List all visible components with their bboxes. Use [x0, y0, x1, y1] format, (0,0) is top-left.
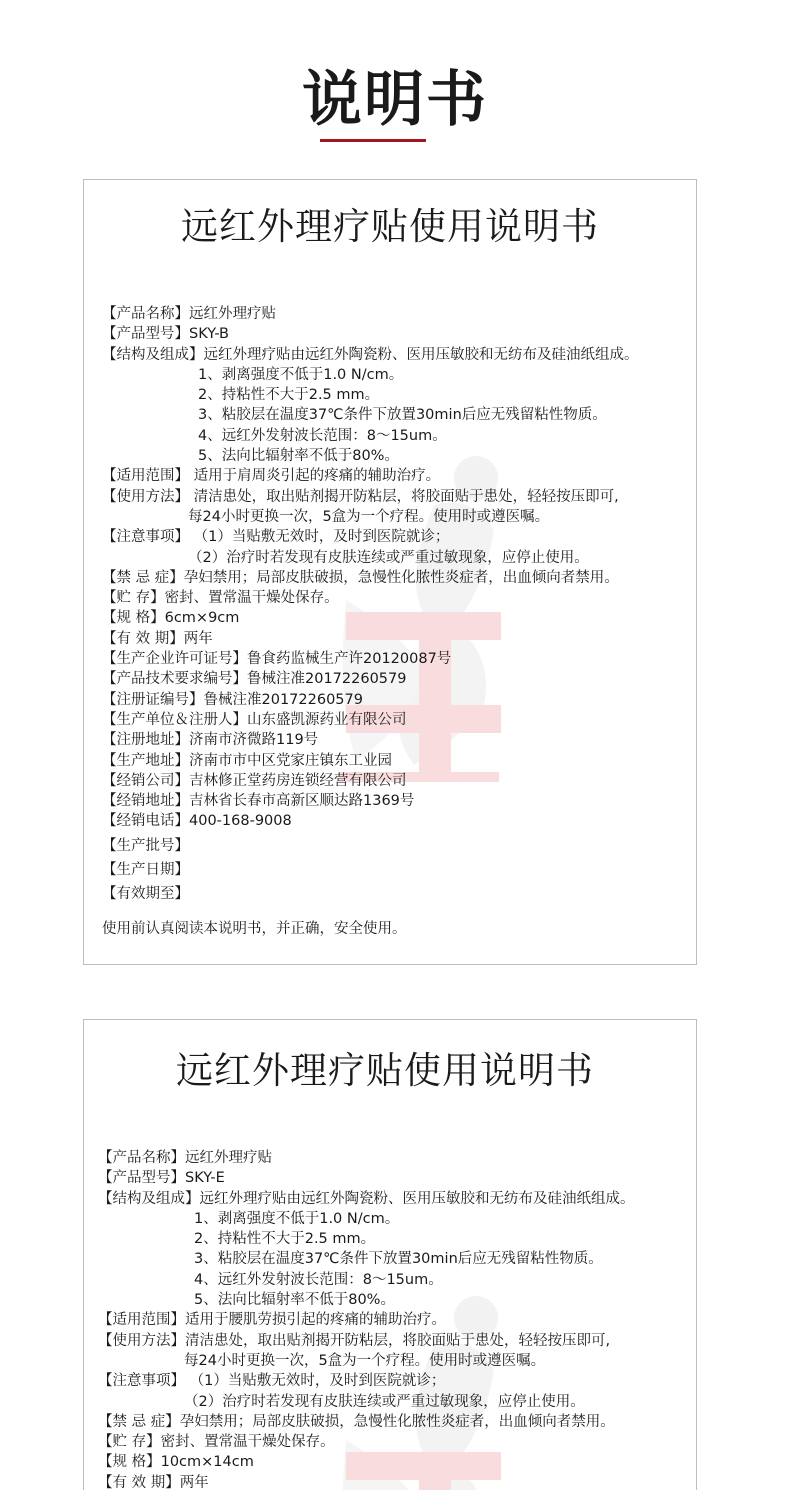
- spec-item: 3、粘胶层在温度37℃条件下放置30min后应无残留粘性物质。: [194, 1251, 603, 1268]
- field-storage: 【贮 存】密封、置常温干燥处保存。: [98, 1434, 335, 1451]
- card-title: 远红外理疗贴使用说明书: [181, 205, 599, 248]
- field-prod-address: 【生产地址】济南市市中区党家庄镇东工业园: [102, 752, 392, 769]
- page-title: 说明书: [302, 65, 488, 135]
- field-dist-address: 【经销地址】吉林省长春市高新区顺达路1369号: [102, 793, 415, 810]
- field-precautions: 【注意事项】 （1）当贴敷无效时，及时到医院就诊；: [98, 1373, 446, 1390]
- field-indication: 【适用范围】 适用于肩周炎引起的疼痛的辅助治疗。: [102, 468, 441, 485]
- spec-item: 3、粘胶层在温度37℃条件下放置30min后应无残留粘性物质。: [198, 407, 607, 424]
- field-dist-phone: 【经销电话】400-168-9008: [102, 813, 292, 830]
- field-validity: 【有 效 期】两年: [102, 630, 213, 647]
- field-model: 【产品型号】SKY-B: [102, 326, 229, 343]
- field-indication: 【适用范围】适用于腰肌劳损引起的疼痛的辅助治疗。: [98, 1312, 446, 1329]
- field-usage-cont: 每24小时更换一次，5盒为一个疗程。使用时或遵医嘱。: [188, 508, 550, 525]
- field-contraindications: 【禁 忌 症】孕妇禁用；局部皮肤破损，急慢性化脓性炎症者，出血倾向者禁用。: [102, 569, 619, 586]
- footer-note: 使用前认真阅读本说明书，并正确，安全使用。: [102, 920, 407, 937]
- field-usage-cont: 每24小时更换一次，5盒为一个疗程。使用时或遵医嘱。: [184, 1352, 546, 1369]
- field-distributor: 【经销公司】吉林修正堂药房连锁经营有限公司: [102, 772, 407, 789]
- title-underline: [320, 139, 426, 142]
- field-usage: 【使用方法】清洁患处，取出贴剂揭开防粘层，将胶面贴于患处，轻轻按压即可,: [98, 1332, 611, 1349]
- spec-item: 4、远红外发射波长范围：8～15um。: [194, 1271, 443, 1288]
- spec-item: 1、剥离强度不低于1.0 N/cm。: [194, 1210, 400, 1227]
- field-prod-date: 【生产日期】: [102, 862, 189, 879]
- field-batch: 【生产批号】: [102, 837, 189, 854]
- field-manufacturer: 【生产单位＆注册人】山东盛凯源药业有限公司: [102, 711, 407, 728]
- spec-item: 5、法向比辐射率不低于80%。: [194, 1292, 395, 1309]
- field-spec: 【规 格】10cm×14cm: [98, 1454, 254, 1471]
- spec-item: 1、剥离强度不低于1.0 N/cm。: [198, 366, 404, 383]
- spec-item: 2、持粘性不大于2.5 mm。: [194, 1231, 376, 1248]
- spec-item: 5、法向比辐射率不低于80%。: [198, 448, 399, 465]
- field-tech-req: 【产品技术要求编号】鲁械注准20172260579: [102, 671, 407, 688]
- field-precautions-cont: （2）治疗时若发现有皮肤连续或严重过敏现象，应停止使用。: [184, 1393, 585, 1410]
- spec-item: 2、持粘性不大于2.5 mm。: [198, 387, 380, 404]
- field-usage: 【使用方法】 清洁患处，取出贴剂揭开防粘层，将胶面贴于患处，轻轻按压即可,: [102, 488, 619, 505]
- field-validity: 【有 效 期】两年: [98, 1474, 209, 1490]
- field-reg-address: 【注册地址】济南市济微路119号: [102, 732, 319, 749]
- card-body: [98, 1148, 690, 1490]
- field-registration: 【注册证编号】鲁械注准20172260579: [102, 691, 363, 708]
- field-precautions: 【注意事项】 （1）当贴敷无效时，及时到医院就诊；: [102, 529, 450, 546]
- card-body: [102, 304, 690, 939]
- field-contraindications: 【禁 忌 症】孕妇禁用；局部皮肤破损，急慢性化脓性炎症者，出血倾向者禁用。: [98, 1413, 615, 1430]
- field-expiry: 【有效期至】: [102, 886, 189, 903]
- instruction-card-sky-e: [83, 1019, 697, 1490]
- field-structure: 【结构及组成】远红外理疗贴由远红外陶瓷粉、医用压敏胶和无纺布及硅油纸组成。: [102, 346, 639, 363]
- instruction-card-sky-b: [83, 179, 697, 965]
- field-spec: 【规 格】6cm×9cm: [102, 610, 240, 627]
- field-license: 【生产企业许可证号】鲁食药监械生产许20120087号: [102, 651, 452, 668]
- field-precautions-cont: （2）治疗时若发现有皮肤连续或严重过敏现象，应停止使用。: [188, 549, 589, 566]
- card-title: 远红外理疗贴使用说明书: [176, 1049, 594, 1092]
- field-storage: 【贮 存】密封、置常温干燥处保存。: [102, 590, 339, 607]
- field-product-name: 【产品名称】远红外理疗贴: [102, 306, 276, 322]
- field-model: 【产品型号】SKY-E: [98, 1170, 225, 1187]
- field-product-name: 【产品名称】远红外理疗贴: [98, 1150, 272, 1166]
- spec-item: 4、远红外发射波长范围：8～15um。: [198, 427, 447, 444]
- field-structure: 【结构及组成】远红外理疗贴由远红外陶瓷粉、医用压敏胶和无纺布及硅油纸组成。: [98, 1190, 635, 1207]
